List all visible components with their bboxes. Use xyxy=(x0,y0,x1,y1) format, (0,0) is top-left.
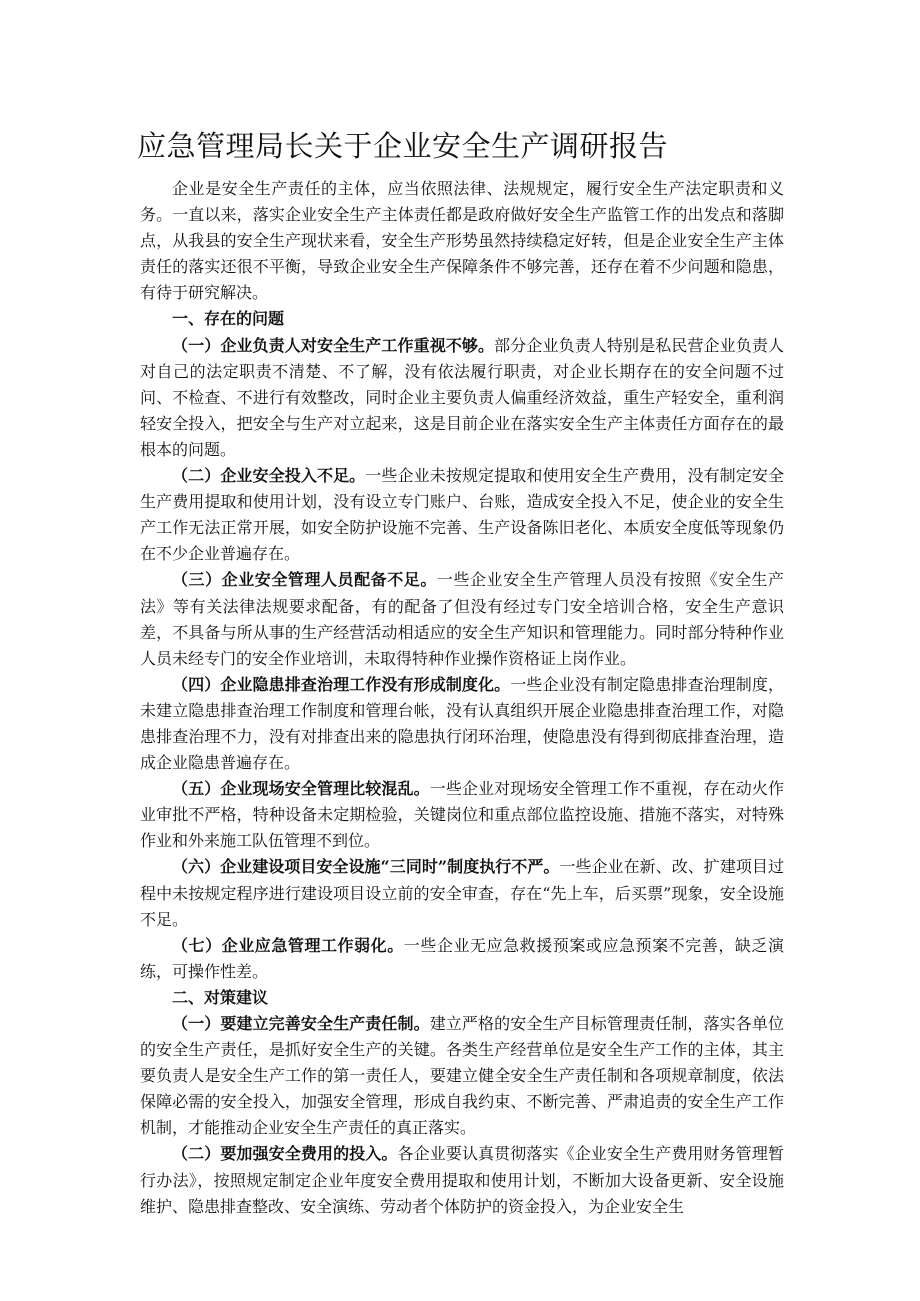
problem-item xyxy=(140,672,784,776)
item-text: 一些企业无应急救援预案或应急预案不完善，缺乏演练，可操作性差。 xyxy=(140,935,784,981)
item-lead: （六）企业建设项目安全设施“三同时”制度执行不严。 xyxy=(172,857,560,877)
suggestion-item xyxy=(140,1011,784,1141)
item-lead: （三）企业安全管理人员配备不足。 xyxy=(172,570,437,590)
item-text: 一些企业没有制定隐患排查治理制度，未建立隐患排查治理工作制度和管理台帐，没有认真组织开展企业隐患排查治理工作，对隐患排查治理不力，没有对排查出来的隐患执行闭环治理，使隐患没有得到彻底排查治理，造成企业隐患普遍存在。 xyxy=(140,674,784,773)
item-lead: （一）企业负责人对安全生产工作重视不够。 xyxy=(172,335,495,355)
problem-item xyxy=(140,776,784,854)
intro-paragraph: 企业是安全生产责任的主体，应当依照法律、法规规定，履行安全生产法定职责和义务。一直以来，落实企业安全生产主体责任都是政府做好安全生产监管工作的出发点和落脚点，从我县的安全生产现状来看，安全生产形势虽然持续稳定好转，但是企业安全生产主体责任的落实还很不平衡，导致企业安全生产保障条件不够完善，还存在着不少问题和隐患，有待于研究解决。 xyxy=(140,179,784,303)
problem-item xyxy=(140,463,784,567)
item-text: 建立严格的安全生产目标管理责任制，落实各单位的安全生产责任，是抓好安全生产的关键。各类生产经营单位是安全生产工作的主体，其主要负责人是安全生产工作的第一责任人，要建立健全安全生产责任制和各项规章制度，依法保障必需的安全投入，加强安全管理，形成自我约束、不断完善、严肃追责的安全生产工作机制，才能推动企业安全生产责任的真正落实。 xyxy=(140,1014,784,1138)
item-text: 部分企业负责人特别是私民营企业负责人对自己的法定职责不清楚、不了解，没有依法履行职责，对企业长期存在的安全问题不过问、不检查、不进行有效整改，同时企业主要负责人偏重经济效益，重生产轻安全，重利润轻安全投入，把安全与生产对立起来，这是目前企业在落实安全生产主体责任方面存在的最根本的问题。 xyxy=(140,335,784,459)
item-text: 各企业要认真贯彻落实《企业安全生产费用财务管理暂行办法》，按照规定制定企业年度安全费用提取和使用计划，不断加大设备更新、安全设施维护、隐患排查整改、安全演练、劳动者个体防护的资金投入，为企业安全生 xyxy=(140,1144,784,1216)
item-lead: （二）企业安全投入不足。 xyxy=(172,466,366,486)
document-body xyxy=(140,176,784,1220)
problem-item xyxy=(140,854,784,932)
problem-item xyxy=(140,567,784,671)
item-text: 一些企业在新、改、扩建项目过程中未按规定程序进行建设项目设立前的安全审查，存在“先上车，后买票”现象，安全设施不足。 xyxy=(140,857,784,929)
item-lead: （七）企业应急管理工作弱化。 xyxy=(172,935,404,955)
suggestion-item xyxy=(140,1141,784,1219)
item-text: 一些企业对现场安全管理工作不重视，存在动火作业审批不严格，特种设备未定期检验，关键岗位和重点部位监控设施、措施不落实，对特殊作业和外来施工队伍管理不到位。 xyxy=(140,779,784,851)
problem-item xyxy=(140,333,784,463)
problem-item xyxy=(140,933,784,985)
section-heading-problems: 一、存在的问题 xyxy=(172,309,285,329)
item-lead: （五）企业现场安全管理比较混乱。 xyxy=(172,779,430,799)
item-lead: （二）要加强安全费用的投入。 xyxy=(172,1144,398,1164)
item-lead: （一）要建立完善安全生产责任制。 xyxy=(172,1014,430,1033)
item-lead: （四）企业隐患排查治理工作没有形成制度化。 xyxy=(172,674,511,694)
document-title: 应急管理局长关于企业安全生产调研报告 xyxy=(137,129,669,163)
item-text: 一些企业未按规定提取和使用安全生产费用，没有制定安全生产费用提取和使用计划，没有设立专门账户、台账，造成安全投入不足，使企业的安全生产工作无法正常开展，如安全防护设施不完善、生产设备陈旧老化、本质安全度低等现象仍在不少企业普遍存在。 xyxy=(140,466,784,564)
item-text: 一些企业安全生产管理人员没有按照《安全生产法》等有关法律法规要求配备，有的配备了但没有经过专门安全培训合格，安全生产意识差，不具备与所从事的生产经营活动相适应的安全生产知识和管理能力。同时部分特种作业人员未经专门的安全作业培训，未取得特种作业操作资格证上岗作业。 xyxy=(140,570,784,668)
section-heading-suggestions: 二、对策建议 xyxy=(172,987,269,1007)
